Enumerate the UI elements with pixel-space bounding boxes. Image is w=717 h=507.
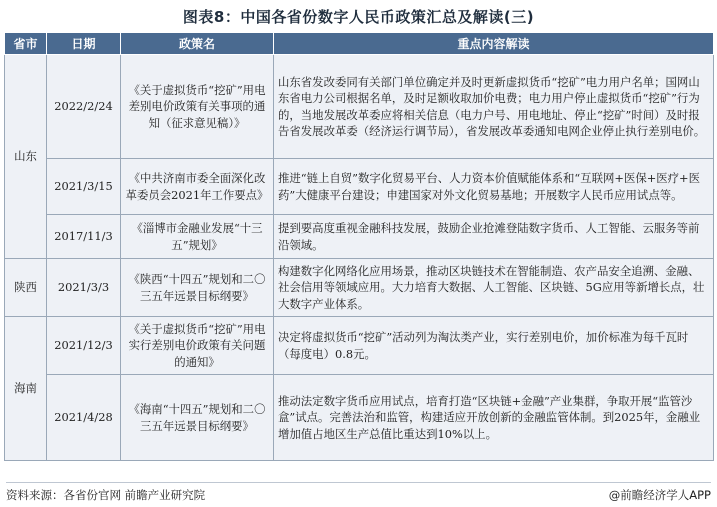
content-cell: 提到要高度重视金融科技发展，鼓励企业抢滩登陆数字货币、人工智能、云服务等前沿领域。 xyxy=(274,215,714,259)
source-note: 资料来源：各省份官网 前瞻产业研究院 xyxy=(6,488,206,502)
date-cell: 2021/12/3 xyxy=(47,317,121,375)
chart-title: 图表8：中国各省份数字人民币政策汇总及解读(三) xyxy=(182,8,535,26)
footer xyxy=(6,482,711,504)
table-row xyxy=(5,259,714,317)
policy-name-cell: 《中共济南市委全面深化改革委员会2021年工作要点》 xyxy=(121,159,274,215)
header-date: 日期 xyxy=(47,33,121,55)
policy-table xyxy=(4,32,714,461)
content-cell: 山东省发改委同有关部门单位确定并及时更新虚拟货币“挖矿”电力用户名单；国网山东省电力公司根据名单，及时足额收取加价电费；电力用户停止虚拟货币“挖矿”行为的，当地发展改革委应将相关信息（电力户号、用电地址、停止“挖矿”时间）及时报告省发展改革委（经济运行调节局），省发展改革委通知电网企业停止执行差别电价。 xyxy=(274,55,714,159)
header-policy-name: 政策名 xyxy=(121,33,274,55)
content-cell: 推进“链上自贸”数字化贸易平台、人力资本价值赋能体系和“互联网+医保+医疗+医药”大健康平台建设；申建国家对外文化贸易基地；开展数字人民币应用试点等。 xyxy=(274,159,714,215)
table-row xyxy=(5,317,714,375)
table-row xyxy=(5,159,714,215)
policy-name-cell: 《关于虚拟货币“挖矿”用电差别电价政策有关事项的通知（征求意见稿）》 xyxy=(121,55,274,159)
table-row xyxy=(5,55,714,159)
table-row xyxy=(5,375,714,461)
content-cell: 构建数字化网络化应用场景，推动区块链技术在智能制造、农产品安全追溯、金融、社会信用等领域应用。大力培育大数据、人工智能、区块链、5G应用等新增长点，壮大数字产业体系。 xyxy=(274,259,714,317)
policy-name-cell: 《陕西“十四五”规划和二〇三五年远景目标纲要》 xyxy=(121,259,274,317)
province-cell: 山东 xyxy=(5,55,47,259)
policy-name-cell: 《关于虚拟货币“挖矿”用电实行差别电价政策有关问题的通知》 xyxy=(121,317,274,375)
table-row xyxy=(5,215,714,259)
policy-name-cell: 《海南“十四五”规划和二〇三五年远景目标纲要》 xyxy=(121,375,274,461)
header-content: 重点内容解读 xyxy=(274,33,714,55)
date-cell: 2021/3/15 xyxy=(47,159,121,215)
date-cell: 2022/2/24 xyxy=(47,55,121,159)
brand-credit: @前瞻经济学人APP xyxy=(608,488,711,502)
province-cell: 海南 xyxy=(5,317,47,461)
date-cell: 2017/11/3 xyxy=(47,215,121,259)
date-cell: 2021/4/28 xyxy=(47,375,121,461)
content-cell: 决定将虚拟货币“挖矿”活动列为淘汰类产业，实行差别电价，加价标准为每千瓦时（每度电）0.8元。 xyxy=(274,317,714,375)
header-province: 省市 xyxy=(5,33,47,55)
table-header-row xyxy=(5,33,714,55)
content-cell: 推动法定数字货币应用试点，培育打造“区块链+金融”产业集群，争取开展“监管沙盒”试点。完善法治和监管，构建适应开放创新的金融监管体制。到2025年，金融业增加值占地区生产总值比重达到10%以上。 xyxy=(274,375,714,461)
date-cell: 2021/3/3 xyxy=(47,259,121,317)
province-cell: 陕西 xyxy=(5,259,47,317)
policy-name-cell: 《淄博市金融业发展“十三五”规划》 xyxy=(121,215,274,259)
